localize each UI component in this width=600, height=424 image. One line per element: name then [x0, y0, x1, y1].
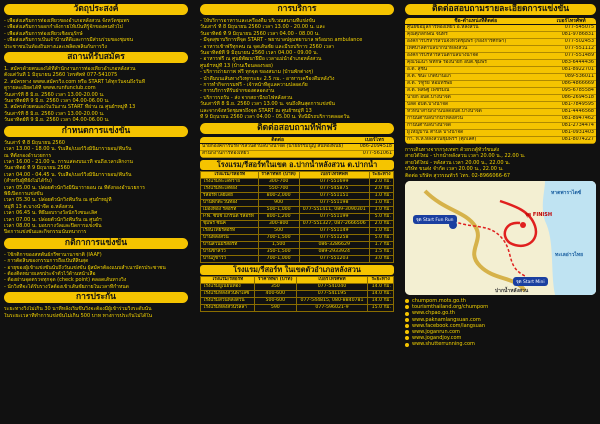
start-mini-label: จุด Start Mini	[513, 277, 548, 286]
hotel-phone: 077-551149	[299, 227, 369, 234]
text-line: วันอาทิตย์ ที่ 9 มิถุนายน 2560 เวลา 04.00 - 08.00 น.	[200, 30, 320, 37]
table-row	[201, 241, 394, 248]
race-contacts-col-phone: เบอร์โทรศัพท์	[546, 18, 596, 25]
hotels-paknam-header: โรงแรม/รีสอร์ทในเขต อ.ปากน้ำหลังสวน ต.ปากน้ำ	[200, 160, 394, 170]
hotel-price: 550-700	[258, 185, 299, 192]
hotel-phone: 077-551199	[299, 213, 369, 220]
hotel-price: 590	[255, 304, 297, 311]
text-line: ระยะทางวิ่งไม่เกิน 30 นาทีหลังเริ่มขึ้นวิ่งจะต้องมีผู้เข้าร่วมวิ่งระดับนั้น	[4, 306, 152, 313]
contact-name: ส.ต. วิฑูรย์ หอมทรัพย์	[405, 81, 546, 88]
text-line: - บริการถ่ายภาพ ฟรี ทุกจุด ของสนาม (บ้านพักต่างๆ)	[200, 69, 314, 76]
text-line: พิธีเปิดการแข่งขัน	[4, 190, 43, 197]
website-url[interactable]: www.shutterrunning.com	[412, 341, 475, 348]
hotel-name: บ้านภูชาวิว	[201, 255, 259, 262]
contact-name: เทศบาลตำบลปากน้ำหลังสวน	[405, 46, 546, 53]
hotel-price: 500-1,000	[258, 206, 299, 213]
insurance-header: การประกัน	[4, 292, 188, 303]
table-row	[405, 67, 596, 74]
hotel-name: P.N. ซีบีช แกรนด์ รีสอร์ท	[201, 213, 259, 220]
text-line: บริษัท ขนส่ง จำกัด เวลา 20.00 น., 22.00 น.	[405, 166, 504, 173]
contact-phone: 081-9786831	[546, 32, 596, 39]
website-url[interactable]: tourismthailand.org/chumporn	[412, 304, 489, 311]
register-list	[4, 66, 188, 124]
contact-name: องค์การบริหารส่วนตำบลบางน้ำจืด	[405, 53, 546, 60]
route-map-drawing	[405, 181, 596, 295]
register-header: สถานที่รับสมัคร	[4, 52, 188, 63]
hotels-town-header: โรงแรม/รีสอร์ท ในเขตตัวอำเภอหลังสวน	[200, 265, 394, 275]
hotel-distance: 2.0 กม.	[369, 220, 393, 227]
hotel-distance: 2.0 กม.	[369, 178, 393, 185]
text-line: - น้ำดื่มบนเส้นทางวิ่งทุกระยะ 2.5 กม. - อาหารเครื่องดื่มหลังวิ่ง	[200, 75, 335, 82]
hotel-price: 500	[258, 227, 299, 234]
table-row	[405, 46, 596, 53]
hotel-price: 300-800	[258, 220, 299, 227]
hotel-phone: 077-551198	[299, 199, 369, 206]
rules-list	[4, 252, 188, 290]
text-line: ในระยะเวลาที่ทำการแข่งขันไม่เกิน 500 บาท ทางการประกันไม่ได้ใน	[4, 312, 153, 319]
contact-phone: 086-4866669	[546, 81, 596, 88]
column-header: ระยะทาง	[369, 171, 393, 178]
text-line: วันอาทิตย์ที่ 9 มิถุนายน 2560 เวลา 04.00 - 09.00 น.	[200, 50, 319, 57]
text-line: - เพื่อส่งเสริมการออกกำลังกายให้เป็นที่รู้จักของคนทั่วไป	[4, 24, 123, 31]
hotel-distance: 2.0 กม.	[369, 185, 393, 192]
text-line: - เพื่อส่งเสริมการท่องเที่ยวของอำเภอหลังสวน จังหวัดชุมพร	[4, 18, 130, 24]
hotel-price: 400-600	[255, 290, 297, 297]
hotel-name: เมืองทอง รีสอร์ท	[201, 206, 259, 213]
website-list	[405, 298, 596, 348]
globe-icon	[405, 312, 409, 316]
column-header: ราคาที่พัก (บาท)	[258, 171, 299, 178]
hotel-price: 300-700	[258, 178, 299, 185]
column-middle	[196, 0, 398, 424]
text-line: 2. สมัครทาง www.สมัครวิ่ง.com หรือ START ได้ทุกวันจนถึงวันที่	[4, 78, 145, 85]
contact-phone: 081-8922701	[546, 67, 596, 74]
hotel-phone: 077-551151	[299, 192, 369, 199]
text-line: เวลา 07.00 น. ปล่อยตัวนักวิ่งฟันรัน ณ ศูนย์ฯ	[4, 216, 102, 223]
text-line: ประชาชนในท้องถิ่นทางและเพลิดเพลินกับการวิ่ง	[4, 43, 107, 50]
contact-name: ส.ต. ชนะ เกิดบ้านแก่	[405, 74, 546, 81]
hotel-name: โรงแรมยูเนียนทอง	[201, 283, 255, 290]
contact-phone: 086-2094518	[355, 143, 394, 150]
town-label: ปากน้ำหลังสวน	[495, 288, 529, 295]
table-row	[405, 81, 596, 88]
text-line: เวลา 08.00 น. มอบรางวัลและปิดการแข่งขัน	[4, 222, 102, 229]
column-header: ราคาที่พัก (บาท)	[255, 276, 297, 283]
hotel-name: โรงแรมทะเลทราย	[201, 178, 259, 185]
objectives-header: วัตถุประสงค์	[4, 4, 188, 15]
table-row	[201, 297, 394, 304]
table-row	[201, 248, 394, 255]
transport-info	[405, 147, 596, 179]
text-line: วันอาทิตย์ที่ 9 มิ.ย. 2560 เวลา 04.00-06.00 น.	[4, 117, 110, 124]
column-header: เบอร์โทรศัพท์	[296, 276, 368, 283]
table-row	[405, 39, 596, 46]
text-line: - ใช้กติกาของสหพันธ์กรีฑานานาชาติ (IAAF)	[4, 251, 102, 258]
text-line: การเดินทางจากกรุงเทพฯ ด้วยรถตู้ทัวร์ขนส่ง	[405, 147, 500, 153]
contact-name: หัวหน้าสำนักงานปลัดอบต.บางน้ำจืด	[405, 109, 546, 116]
text-line: - ต้องติดหมายเลขประจำตัวไว้ด้านหน้าเสื้อ	[4, 271, 96, 277]
finish-marker	[520, 222, 526, 228]
text-line: วันเสาร์ ที่ 8 มิถุนายน 2560	[4, 139, 65, 146]
hotel-price: 350-1,500	[258, 248, 299, 255]
contact-name: ผู้ใหญ่บ้าน ตำบล บางน้ำจืด	[405, 130, 546, 137]
contact-phone: 083-6444436	[546, 60, 596, 67]
hotel-distance: 1.7 กม.	[369, 241, 393, 248]
text-line: และจากจังหวัดชุมพรถึงจุด START ณ ศูนย์ฯหมู่ที่ 13	[200, 107, 312, 114]
race-contacts-table	[405, 18, 596, 144]
website-url[interactable]: www.facebook.com/langsuan	[412, 322, 485, 329]
globe-icon	[405, 324, 409, 328]
hotel-distance: 5.0 กม.	[369, 234, 393, 241]
table-row	[201, 255, 394, 262]
hotel-name: โรงแรมหลังสวนพาเลซ	[201, 290, 255, 297]
text-line: เวลา 13.00 - 18.00 น. รับเสื้อ/เบอร์วิ่งมินิมาราธอน/ฟันรัน	[4, 146, 132, 153]
table-row	[200, 150, 394, 157]
table-row	[405, 95, 596, 102]
table-row	[201, 199, 394, 206]
hotel-price: 800-2,000	[258, 192, 299, 199]
services-header: การบริการ	[200, 4, 394, 15]
contact-name: องค์การบริหารส่วนจังหวัดชุมพร (กองการศึกษา)	[405, 39, 546, 46]
table-row	[201, 234, 394, 241]
globe-icon	[405, 299, 409, 303]
text-line: หมู่ที่ 13 ต.บางน้ำจืด อ.หลังสวน	[4, 203, 74, 210]
globe-icon	[405, 318, 409, 322]
text-line: เวลา 06.45 น. พิธีมอบรางวัลนักวิ่งชนะเลิศ	[4, 210, 98, 217]
table-row	[201, 304, 394, 311]
text-line: วันเสาร์ที่ 8 มิ.ย. 2560 เวลา 13.00-20.00 น.	[4, 110, 105, 117]
text-line: วันอาทิตย์ ที่ 9 มิถุนายน 2560	[4, 165, 70, 172]
table-row	[405, 123, 596, 130]
table-row	[405, 102, 596, 109]
table-row	[201, 192, 394, 199]
hotel-phone: 077-551699	[299, 178, 369, 185]
contact-phone: 081-8947462	[546, 116, 596, 123]
hotel-distance: 14.0 กม.	[368, 297, 394, 304]
finish-label: จุด FINISH	[525, 212, 553, 219]
hotel-distance: 1.0 กม.	[369, 192, 393, 199]
contact-phone: 081-8074227	[546, 137, 596, 144]
text-line: - การบริการที่รับฝากของตลอดงาน	[200, 88, 275, 95]
route-map	[405, 181, 596, 295]
website-item[interactable]	[405, 341, 596, 347]
text-line: สายใต้ใหม่ - หลังสวน เวลา 20.00 น., 22.00 น.	[405, 159, 511, 166]
hotel-name: ชุมพร ซีนิค	[201, 220, 259, 227]
website-url[interactable]: www.jogandjoy.com	[412, 335, 462, 342]
table-row	[405, 25, 596, 32]
race-info-header: ติดต่อสอบถามรายละเอียดการแข่งขัน	[405, 4, 596, 15]
table-row	[201, 206, 394, 213]
text-line: - บริการรถรับ - ส่ง จากสถานีรถไฟหลังสวน	[200, 94, 293, 101]
table-row	[201, 178, 394, 185]
text-line: วันอาทิตย์ที่ 9 มิ.ย. 2560 เวลา 04.00-06.00 น.	[4, 98, 110, 105]
hotel-name: บ้านพักตะวันทอง	[201, 199, 259, 206]
text-line: - อาหารเช้าฟรีทุกคน ณ จุดเส้นชัย และมีรถบริการ 2560 เวลา	[200, 43, 334, 50]
table-row	[405, 109, 596, 116]
insurance-list	[4, 306, 188, 319]
text-line: - เพื่อส่งเสริมการเป็นเจ้าบ้านที่ดีและการมีส่วนร่วมของชุมชน	[4, 37, 134, 44]
free-lodging-header: ติดต่อสอบถามที่พักฟรี	[200, 123, 394, 134]
text-line: 3. สมัครด้วยตนเองในวันงาน START ที่ผ่าน ณ ศูนย์ฯหมู่ที่ 13	[4, 104, 136, 111]
hotel-phone: 077-544815, 080-8840781	[296, 297, 368, 304]
hotel-name: บ้านหลังสวน	[201, 234, 259, 241]
contact-name: ส.ต. พิสิษฐ์ เพชรมณี	[405, 88, 546, 95]
rules-header: กติกาการแข่งขัน	[4, 238, 188, 249]
hotel-phone: 077-541040	[296, 283, 368, 290]
hotel-name: บ้านสวนมีรีสอร์ท	[201, 241, 259, 248]
hotel-distance: 1.0 กม.	[369, 199, 393, 206]
website-url[interactable]: chumporn.mots.go.th	[412, 298, 466, 305]
table-row	[405, 60, 596, 67]
schedule-list	[4, 140, 188, 236]
hotel-price: 700-1,000	[258, 255, 299, 262]
table-row	[201, 185, 394, 192]
globe-icon	[405, 330, 409, 334]
contact-phone: 089-536011	[546, 74, 596, 81]
contact-name: คุณวัฒนา พิทักษ์ รองนายก อบต.ชุมพร	[405, 60, 546, 67]
contact-phone: 081-2734474	[546, 123, 596, 130]
hotel-phone: 077-541195	[296, 290, 368, 297]
table-row	[405, 88, 596, 95]
hotel-name: รีสอร์ท เลย์เดย์	[201, 192, 259, 199]
schedule-header: กำหนดการแข่งขัน	[4, 126, 188, 137]
table-row	[405, 116, 596, 123]
column-left	[0, 0, 192, 424]
contact-name: นายก อบต.บางน้ำจืด	[405, 95, 546, 102]
contact-name: กำนันตำบลปากน้ำหลังสวน	[405, 116, 546, 123]
text-line: - ให้บริการอาหารและเครื่องดื่ม บริเวณสนามที่แข่งขัน	[200, 18, 316, 24]
text-line: เวลา 04.00 - 04.45 น. รับเสื้อ/เบอร์วิ่งมินิมาราธอน/ฟันรัน	[4, 171, 132, 178]
contact-name: กำ. ห.ห.หลังสวนชุมพรฯ (ศุภเลศ)	[405, 137, 546, 144]
hotel-price: 350	[255, 283, 297, 290]
contact-name: อ.ต. สุชิน	[405, 67, 546, 74]
column-header: โรงแรม/รีสอร์ท	[201, 276, 255, 283]
text-line: - ต้องผ่านจุดตรวจทุกจุด (check point) ตลอดเส้นทางวิ่ง	[4, 277, 127, 284]
text-line: ติดต่อ บริษัท สุวรรณทัวร์ โทร. 02-8966066-67	[405, 172, 511, 179]
start-fun-run-label: จุด Start Fun Run	[413, 215, 457, 224]
hotel-name: โรงแรมสวนหลังสวน	[201, 297, 255, 304]
free-lodging-col-contact: ติดต่อ	[200, 137, 355, 144]
hotel-name: โรงแรมทะเลทอง	[201, 185, 259, 192]
hotel-name: เรือนไทยรีสอร์ท	[201, 227, 259, 234]
race-contacts-col-name: ชื่อ-ตำแหน่งที่ติดต่อ	[405, 18, 546, 25]
free-lodging-col-phone: เบอร์โทร	[355, 137, 394, 144]
text-line: ปิดการแข่งขันและกิจกรรมนันทนาการ	[4, 229, 87, 236]
table-row	[405, 32, 596, 39]
text-line: เวลา 05.30 น. ปล่อยตัวนักวิ่งฟันรัน ณ ศูนย์ฯหมู่ที่	[4, 197, 112, 204]
hotel-price: 800-1,200	[258, 213, 299, 220]
hotel-phone: 077-596021-9	[296, 304, 368, 311]
contact-phone: 077-545075	[546, 25, 596, 32]
contact-name: ปลัด อบต.บางน้ำจืด	[405, 102, 546, 109]
globe-icon	[405, 336, 409, 340]
globe-icon	[405, 305, 409, 309]
hotel-price: 900	[258, 199, 299, 206]
table-row	[200, 143, 394, 150]
hotel-phone: 086-3286629	[299, 241, 369, 248]
objectives-list	[4, 18, 188, 50]
hotel-distance: 1.0 กม.	[369, 206, 393, 213]
text-line: - เพื่อส่งเสริมการท่องเที่ยวเชิงอนุรักษ์	[4, 30, 83, 37]
contact-phone: 081-0931403	[546, 130, 596, 137]
hotel-distance: 3.0 กม.	[369, 255, 393, 262]
column-header: ระยะทาง	[368, 276, 394, 283]
text-line: - การตัดสินของกรรมการถือเป็นที่สิ้นสุด	[4, 258, 89, 265]
website-url[interactable]: www.paknamlangsuan.com	[412, 316, 481, 323]
text-line: สายใต้ใหม่ - ปากน้ำหลังสวน เวลา 20.00 น., 22.00 น.	[405, 153, 526, 160]
hotel-name: โรงแรมหลังสวนวิลล่า	[201, 304, 255, 311]
contact-name: ศูนย์ข้อมูลการท่องเที่ยว อ.หลังสวน	[405, 25, 546, 32]
text-line: - อายุของผู้เข้าแข่งขันนับถึงวันแข่งขัน ผู้สมัครต้องแนบสำเนาบัตรประชาชน	[4, 264, 166, 271]
hotel-distance: 1.0 กม.	[369, 227, 393, 234]
hotel-distance: 1.5 กม.	[369, 248, 393, 255]
text-line: ดูรายละเอียดได้ที่ www.runfunclub.com	[4, 85, 96, 92]
table-row	[405, 130, 596, 137]
website-url[interactable]: www.chpao.go.th	[412, 310, 455, 317]
table-row	[405, 137, 596, 144]
text-line: ศูนย์ฯหมู่ที่ 13 (บ้านเรือนลองรอย)	[200, 62, 274, 69]
text-line: 1. สมัครด้วยตนเองได้ที่สำนักงานการท่องเที่ยวอำเภอหลังสวน	[4, 66, 136, 73]
website-url[interactable]: www.joganrun.com	[412, 329, 460, 336]
table-row	[405, 74, 596, 81]
text-line: - มีจุดสุขาบริการที่จุด START - พยาบาลปฐมพยาบาล พร้อมรถ ambulance	[200, 37, 363, 44]
hotel-phone: 077-551203	[299, 255, 369, 262]
contact-phone: 081-4446568	[546, 109, 596, 116]
text-line: วันเสาร์ ที่ 8 มิถุนายน 2560 เวลา 13.00 - 20.00 น. และ	[200, 24, 326, 31]
hotel-distance: 15.0 กม.	[368, 304, 394, 311]
column-right	[401, 0, 600, 424]
table-row	[201, 227, 394, 234]
hotels-town-table	[200, 276, 394, 312]
hotel-price: 700-1,500	[258, 234, 299, 241]
text-line: เวลา 05.00 น. ปล่อยตัวนักวิ่งมินิมาราธอน ณ ที่ตั้งกองอำนวยการ	[4, 184, 145, 191]
hotel-phone: 077-551258	[299, 234, 369, 241]
hotel-phone: 089-2933924	[299, 248, 369, 255]
text-line: ที่ 9 มิถุนายน 2560 เวลา 04.00 - 05.00 น. ทั้งนี้มีรถบริการตลอดวัน	[200, 114, 350, 121]
contact-name: กำนันตำบลบางน้ำจืด	[405, 123, 546, 130]
text-line: วันเสาร์ที่ 8 มิ.ย. 2560 เวลา 13.00 น. จนถึงสิ้นสุดการแข่งขัน	[200, 101, 335, 108]
contact-phone: 081-7849595	[546, 102, 596, 109]
contact-phone: 077-561061	[355, 150, 394, 157]
text-line: ตั้งแต่วันที่ 1 มิถุนายน 2560 โทรศัพท์ 077-541075	[4, 72, 118, 79]
globe-icon	[405, 343, 409, 347]
hotels-paknam-table	[200, 171, 394, 263]
hotel-price: 1,500	[258, 241, 299, 248]
hotel-phone: 077-545875	[299, 185, 369, 192]
contact-phone: 086-2694518	[546, 95, 596, 102]
text-line: - นักวิ่งที่จะได้รับรางวัลต้องเข้าเส้นชัยภายในเวลาที่กำหนด	[4, 283, 129, 290]
text-line: วันเสาร์ที่ 8 มิ.ย. 2560 เวลา 13.00-20.00 น.	[4, 91, 105, 98]
table-row	[201, 213, 394, 220]
hotel-distance: 14.0 กม.	[368, 290, 394, 297]
hotel-distance: 5.0 กม.	[369, 213, 393, 220]
sea-label: ทะเลอ่าวไทย	[555, 252, 584, 259]
table-row	[201, 220, 394, 227]
column-header: เบอร์โทรศัพท์	[299, 171, 369, 178]
services-list	[200, 18, 394, 121]
hotel-phone: 077-551327, 087-2666506	[299, 220, 369, 227]
text-line: ณ ที่ตั้งกองอำนวยการ	[4, 152, 52, 159]
table-row	[405, 53, 596, 60]
text-line: - อาหารฟรี ณ ศูนย์พัฒนาฝีมือ เวลาแม่นำอำเภอหลังสวน	[200, 56, 322, 63]
contact-phone: 077-551112	[546, 46, 596, 53]
beach-label: หาดพาราไดซ์	[551, 190, 582, 197]
hotel-name: บ้านชาลีวิว	[201, 248, 259, 255]
hotel-price: 500-600	[255, 297, 297, 304]
hotel-phone: 077-551411, 089-3090301	[299, 206, 369, 213]
text-line: เวลา 16.00 - 21.00 น. การแสดงบนเวที จนถึงเวลาเลิกงาน	[4, 158, 133, 165]
text-line: - การทำกิจกรรมฟรี - เจ้าหน้าที่ดูแลความปลอดภัย	[200, 82, 308, 89]
contact-name: สำนักงานการท่องเที่ยว	[200, 150, 355, 157]
table-row	[201, 290, 394, 297]
contact-name: นายกองค์การบริหารส่วนตำบลบางน้ำจืด (นายธรรมนูญ สินทองพันธ์)	[200, 143, 355, 150]
text-line: (สำหรับผู้ที่ยังไม่ได้รับ)	[4, 178, 52, 185]
contact-phone: 095-6785584	[546, 88, 596, 95]
hotel-distance: 14.0 กม.	[368, 283, 394, 290]
contact-phone: 077-551489	[546, 53, 596, 60]
column-header: โรงแรม/รีสอร์ท	[201, 171, 259, 178]
contact-name: คุณศุภลักษณ์ จันทร์	[405, 32, 546, 39]
free-lodging-table	[200, 137, 394, 158]
table-row	[201, 283, 394, 290]
contact-phone: 077-502453	[546, 39, 596, 46]
